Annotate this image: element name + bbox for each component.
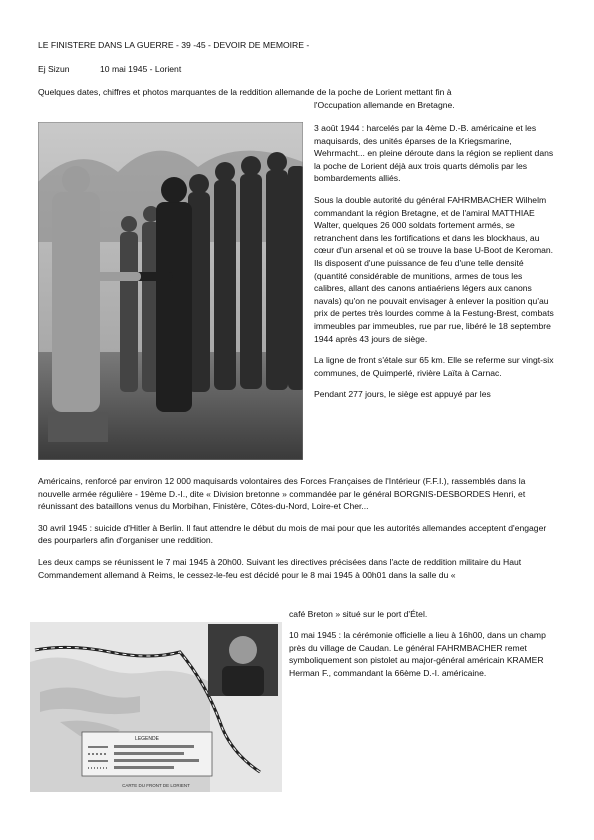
intro-line-1: Quelques dates, chiffres et photos marquantes de la reddition allemande de la poche de Lorient mettant fin à [38,87,452,97]
front-map-image [30,622,282,792]
paragraph-front-line: La ligne de front s'étale sur 65 km. Elle se referme sur vingt-six communes, de Quimperlé, rivière Laïta à Carnac. [314,355,554,378]
surrender-ceremony-photo [38,122,303,460]
intro-line-2: l'Occupation allemande en Bretagne. [314,100,455,110]
paragraph-aout-1944: 3 août 1944 : harcelés par la 4ème D.-B. américaine et les maquisards, des unités éparses de la Kriegsmarine, Wehrmacht... en pleine déroute dans la région se replient dans la poche de Lorient déjà aux trois quarts démolis par les bombardements alliés. [314,123,554,184]
paragraph-siege-rest: Américains, renforcé par environ 12 000 maquisards volontaires des Forces Françaises de l'Intérieur (F.F.I.), rassemblés dans la nouvelle armée régulière - 19ème D.-I., dite « Division bretonne » commandée par le général BORGNIS-DESBORDES Henri, et réunissant des bataillons venus du Morbihan, Finistère, Côtes-du-Nord, Loire-et Cher... [38,476,526,512]
page-title: LE FINISTERE DANS LA GUERRE - 39 -45 - DEVOIR DE MEMOIRE - [38,40,310,50]
paragraph-fahrmbacher: Sous la double autorité du général FAHRMBACHER Wilhelm commandant la région Bretagne, et de l'amiral MATTHIAE Walter, quelques 26 000 soldats fortement armés, se retranchent dans les fortifications et dans les blockhaus, au cœur d'un arsenal et où se trouve la base U-Boot de Keroman. Ils disposent d'une puissance de feu d'une telle densité (quantité considérable de munitions, armes de tous les calibres, allant des canons antiaériens légers aux canons navals) qu'on ne pouvait envisager à enlever la position qu'au prix de pertes très lourdes comme à la Festung-Brest, combats immeubles par immeubles, rue par rue, libéré le 18 septembre 1944 après 43 jours de siège. [314,194,554,344]
paragraph-avril-1945: 30 avril 1945 : suicide d'Hitler à Berlin. Il faut attendre le début du mois de mai pour que les autorités allemandes acceptent d'engager des pourparlers afin d'organiser une reddition. [38,522,547,546]
paragraph-reunion: Les deux camps se réunissent le 7 mai 1945 à 20h00. Suivant les directives précisées dans l'acte de reddition militaire du Haut Commandement allemand à Reims, le cessez-le-feu est décidé pour le 8 mai 1945 à 00h01 dans la salle du « [38,556,522,580]
map-legend-title: LEGENDE [135,736,159,742]
paragraph-siege-start: Pendant 277 jours, le siège est appuyé par les [314,389,491,400]
map-caption: CARTE DU FRONT DE LORIENT [122,783,190,788]
paragraph-reunion-end: café Breton » situé sur le port d'Étel. [289,609,428,619]
date-place: 10 mai 1945 - Lorient [100,64,182,74]
author: Ej Sizun [38,64,70,74]
paragraph-mai-1945: 10 mai 1945 : la cérémonie officielle a lieu à 16h00, dans un champ près du village de Caudan. Le général FAHRMBACHER remet symboliquement son pistolet au major-général américain KRAMER Herman F., commandant la 66ème D.-I. américaine. [289,630,546,678]
